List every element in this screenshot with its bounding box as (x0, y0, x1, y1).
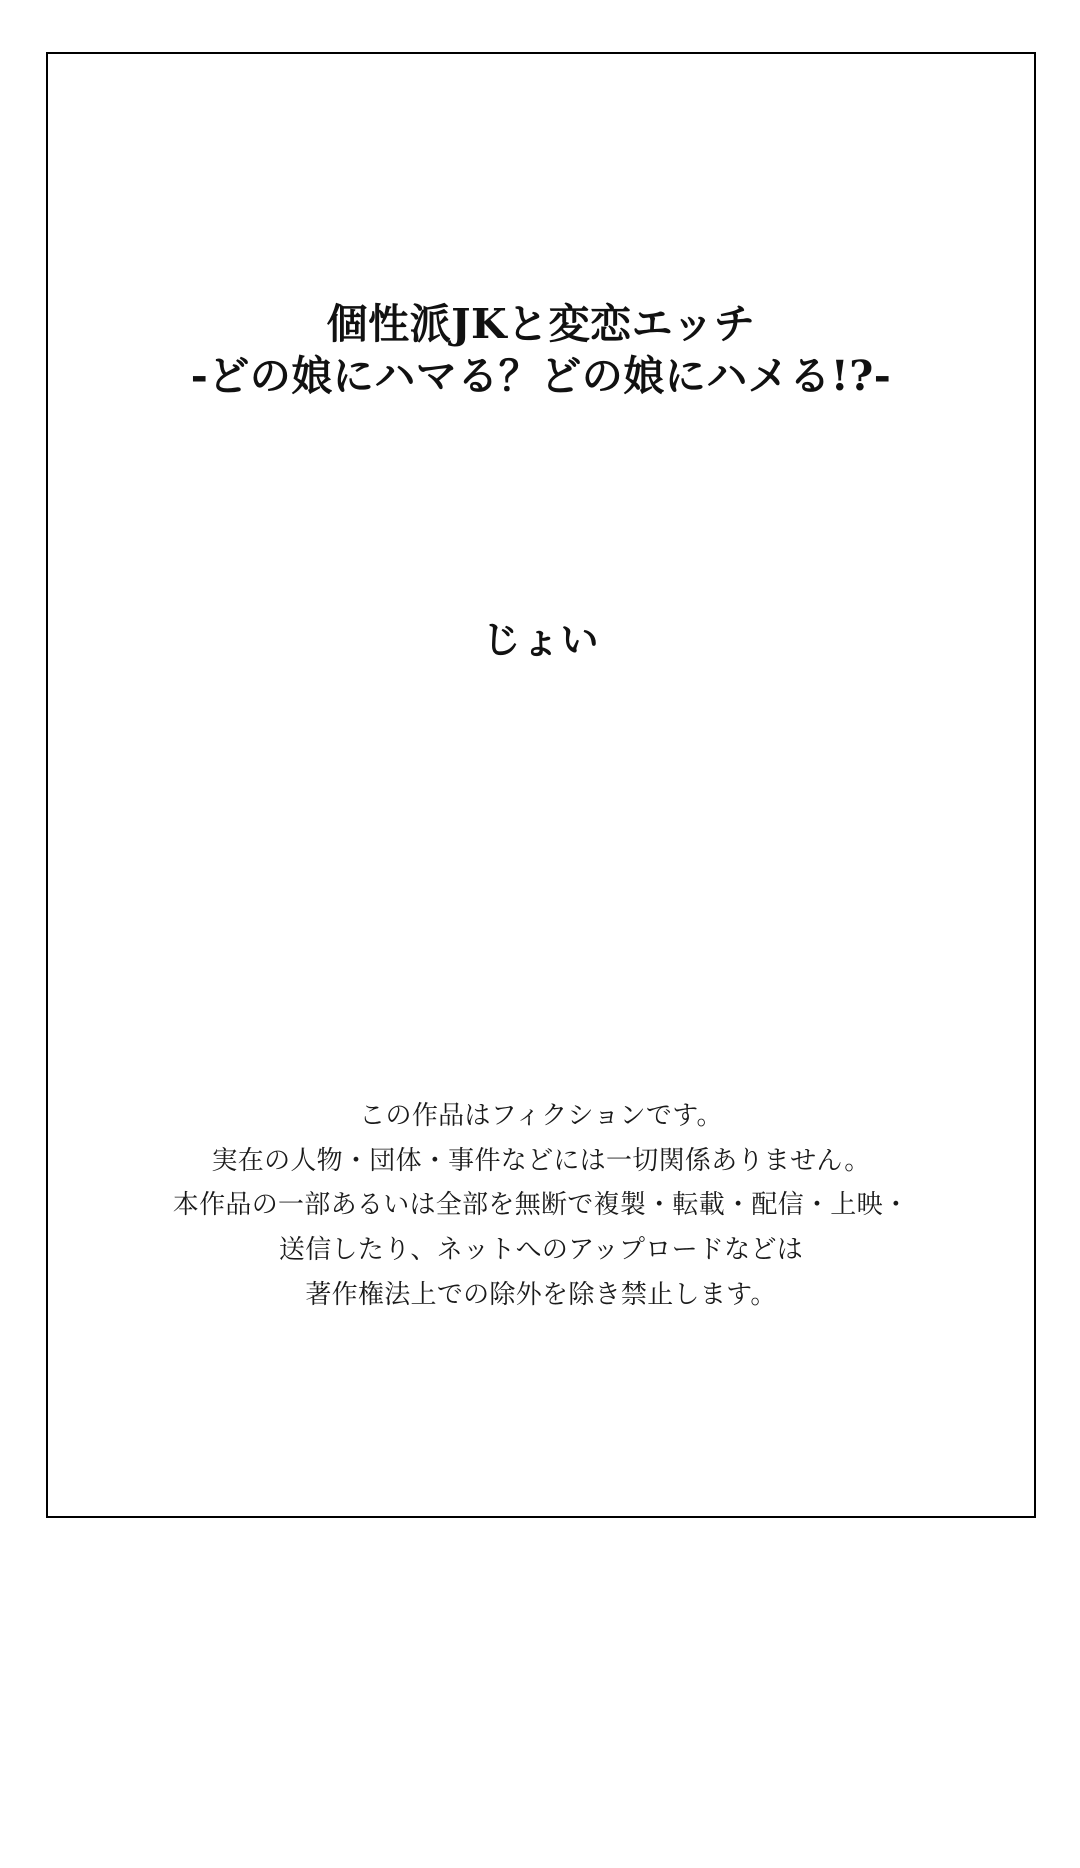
page-title-line-1: 個性派JKと変恋エッチ (326, 300, 756, 348)
disclaimer-line: 著作権法上での除外を除き禁止します。 (305, 1279, 777, 1310)
page-border-frame (46, 52, 1036, 1518)
title-block (48, 299, 1034, 402)
author-block (48, 609, 1034, 664)
page-title-line-2: -どの娘にハマる？どの娘にハメる!?- (190, 351, 892, 400)
author-name: じょい (482, 617, 600, 662)
disclaimer-block (48, 1094, 1034, 1318)
disclaimer-line: 本作品の一部あるいは全部を無断で複製・転載・配信・上映・ (172, 1190, 910, 1221)
disclaimer-line: 送信したり、ネットへのアップロードなどは (278, 1235, 804, 1266)
disclaimer-line: この作品はフィクションです。 (359, 1101, 723, 1131)
disclaimer-line: 実在の人物・団体・事件などには一切関係ありません。 (211, 1145, 871, 1176)
